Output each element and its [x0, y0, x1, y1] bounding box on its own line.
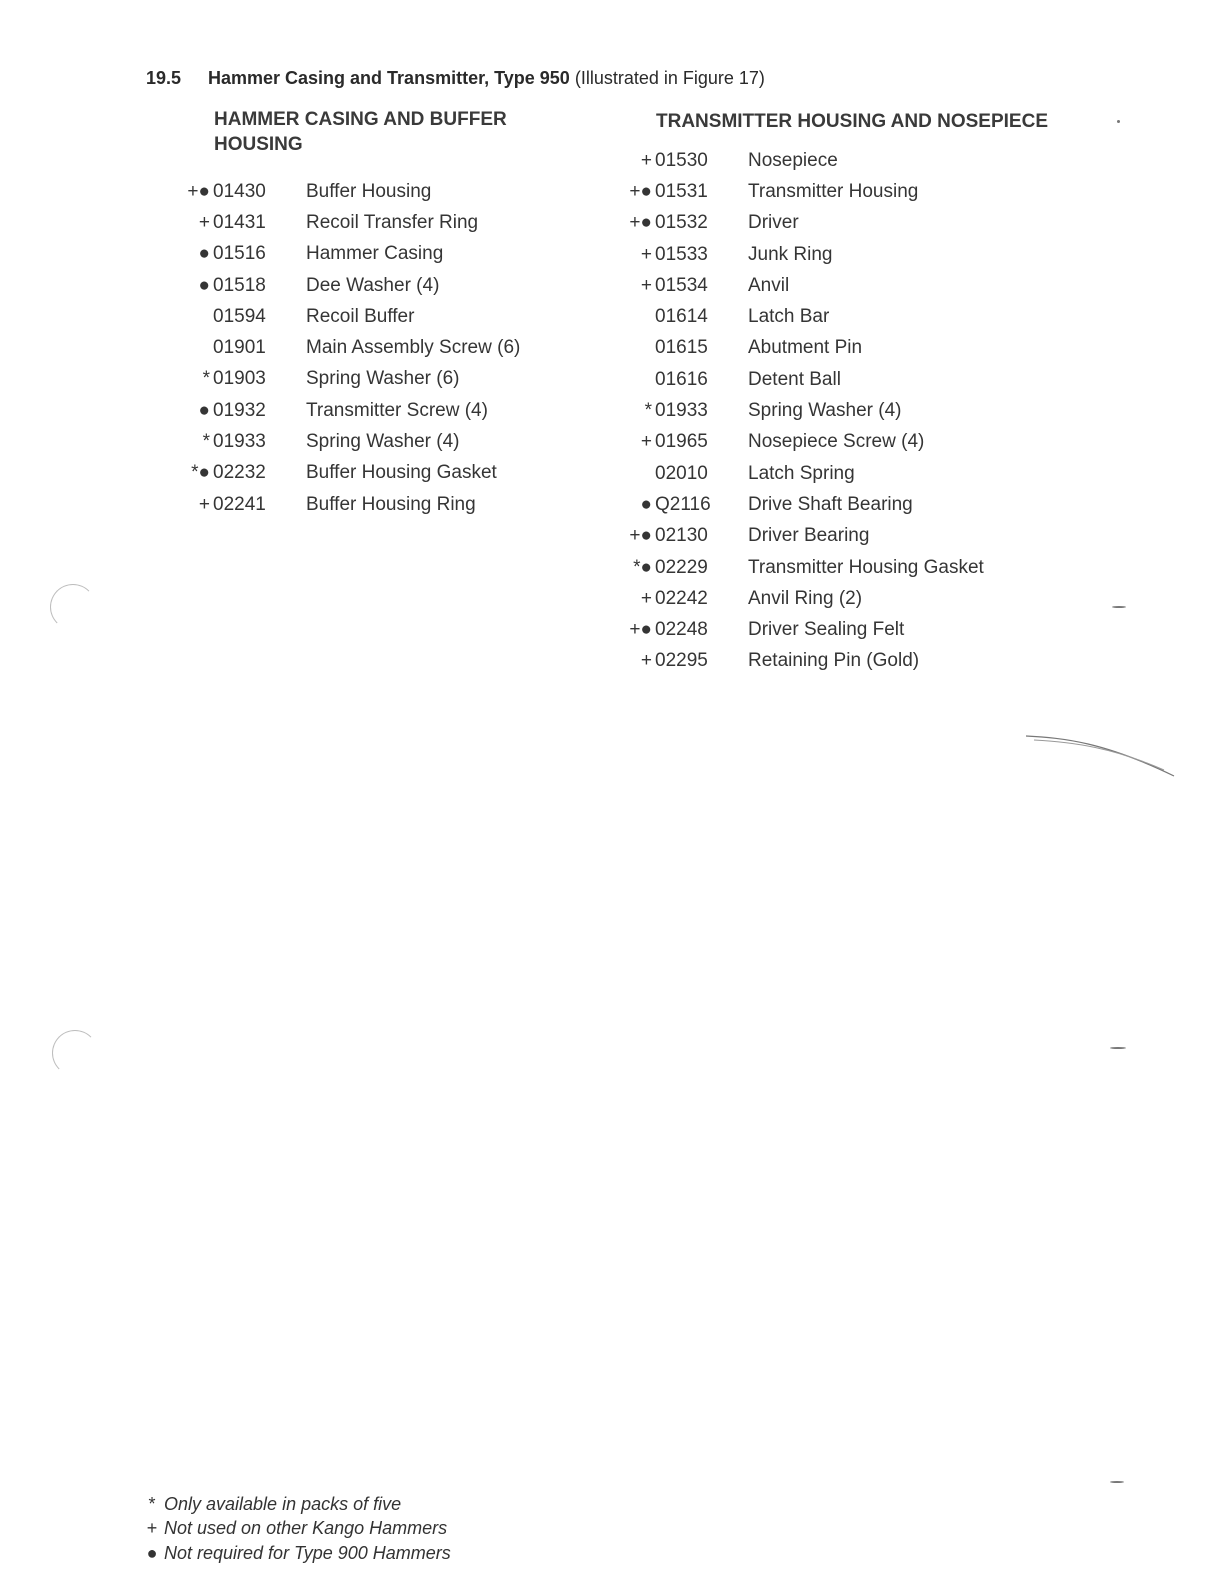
part-description: Driver Sealing Felt	[748, 619, 905, 641]
part-number: 01615	[655, 337, 708, 359]
part-description: Driver Bearing	[748, 525, 870, 547]
scan-speck	[1110, 1047, 1126, 1049]
part-number: 01534	[655, 274, 708, 296]
part-description: Dee Washer (4)	[306, 274, 440, 296]
section-number: 19.5	[146, 68, 182, 88]
part-mark: +●	[629, 525, 652, 547]
part-number: 01965	[655, 431, 708, 453]
part-mark: +	[640, 243, 652, 265]
part-description: Recoil Buffer	[306, 305, 415, 327]
legend-text: Not required for Type 900 Hammers	[164, 1542, 451, 1563]
legend-text: Only available in packs of five	[164, 1493, 402, 1514]
right-column-title: TRANSMITTER HOUSING AND NOSEPIECE	[656, 111, 1048, 132]
part-mark: +	[198, 493, 210, 515]
part-number: 01430	[213, 180, 266, 202]
part-mark: +	[640, 587, 652, 609]
part-description: Anvil	[748, 274, 790, 296]
part-row	[602, 270, 984, 301]
part-row	[602, 427, 984, 458]
punch-hole-top	[50, 584, 96, 630]
part-row	[602, 646, 984, 677]
part-mark: +	[640, 149, 652, 171]
part-mark: *	[202, 431, 210, 453]
part-number: 01594	[213, 305, 266, 327]
part-row	[160, 301, 520, 332]
part-row	[602, 489, 984, 520]
part-mark: +●	[629, 619, 652, 641]
part-row	[602, 239, 984, 270]
part-row	[602, 583, 984, 614]
legend-symbol: *	[148, 1493, 156, 1514]
part-row	[160, 176, 520, 207]
part-row	[160, 426, 520, 457]
part-row	[602, 458, 984, 489]
part-row	[160, 270, 520, 301]
part-mark: *●	[191, 462, 210, 484]
legend-symbol: ●	[146, 1542, 158, 1563]
part-number: Q2116	[655, 493, 711, 515]
legend-item	[140, 1541, 451, 1566]
part-number: 02248	[655, 619, 708, 641]
part-description: Transmitter Housing Gasket	[748, 556, 984, 578]
legend-text: Not used on other Kango Hammers	[164, 1518, 448, 1539]
part-description: Spring Washer (6)	[306, 368, 460, 390]
part-number: 02229	[655, 556, 708, 578]
left-parts-list	[160, 176, 520, 520]
part-row	[602, 614, 984, 645]
section-heading	[146, 68, 765, 89]
part-description: Transmitter Screw (4)	[306, 399, 488, 421]
part-description: Anvil Ring (2)	[748, 587, 863, 609]
part-row	[602, 301, 984, 332]
legend	[140, 1492, 451, 1566]
section-title: Hammer Casing and Transmitter, Type 950	[208, 68, 570, 88]
part-description: Buffer Housing Ring	[306, 493, 476, 515]
part-description: Driver	[748, 212, 799, 234]
part-number: 01933	[213, 431, 266, 453]
part-description: Hammer Casing	[306, 243, 444, 265]
part-number: 01614	[655, 306, 708, 328]
part-description: Junk Ring	[748, 243, 833, 265]
part-row	[602, 395, 984, 426]
legend-item	[140, 1517, 451, 1542]
part-row	[602, 176, 984, 207]
part-number: 01933	[655, 400, 708, 422]
punch-hole-bottom	[52, 1030, 98, 1076]
part-mark: +●	[187, 180, 210, 202]
part-number: 01431	[213, 211, 266, 233]
part-description: Detent Ball	[748, 368, 841, 390]
part-description: Buffer Housing	[306, 180, 432, 202]
part-number: 01533	[655, 243, 708, 265]
part-description: Latch Bar	[748, 306, 830, 328]
part-row	[160, 239, 520, 270]
part-number: 01518	[213, 274, 266, 296]
part-number: 02232	[213, 462, 266, 484]
part-description: Nosepiece Screw (4)	[748, 431, 925, 453]
part-number: 01932	[213, 399, 266, 421]
part-mark: ●	[198, 274, 210, 296]
part-number: 01530	[655, 149, 708, 171]
part-row	[160, 458, 520, 489]
part-description: Transmitter Housing	[748, 180, 919, 202]
part-mark: +	[640, 431, 652, 453]
part-row	[602, 552, 984, 583]
part-number: 01903	[213, 368, 266, 390]
part-number: 01616	[655, 368, 708, 390]
right-parts-list	[602, 145, 984, 677]
part-row	[602, 145, 984, 176]
part-description: Main Assembly Screw (6)	[306, 337, 521, 359]
part-description: Latch Spring	[748, 462, 855, 484]
part-description: Spring Washer (4)	[306, 431, 460, 453]
part-description: Retaining Pin (Gold)	[748, 650, 920, 672]
part-mark: +	[640, 274, 652, 296]
scan-speck	[1110, 1481, 1124, 1483]
part-mark: ●	[198, 399, 210, 421]
legend-symbol: +	[146, 1518, 158, 1539]
part-row	[602, 364, 984, 395]
part-row	[602, 521, 984, 552]
part-row	[160, 489, 520, 520]
section-figure-note: (Illustrated in Figure 17)	[574, 68, 765, 88]
part-mark: *●	[633, 556, 652, 578]
part-description: Nosepiece	[748, 149, 838, 171]
part-row	[160, 332, 520, 363]
part-description: Drive Shaft Bearing	[748, 493, 913, 515]
part-number: 02241	[213, 493, 266, 515]
part-number: 02130	[655, 525, 708, 547]
part-description: Spring Washer (4)	[748, 400, 902, 422]
part-row	[160, 207, 520, 238]
part-number: 02010	[655, 462, 708, 484]
part-number: 01901	[213, 337, 266, 359]
part-row	[160, 364, 520, 395]
part-mark: *	[202, 368, 210, 390]
part-mark: +●	[629, 212, 652, 234]
part-description: Recoil Transfer Ring	[306, 211, 479, 233]
part-number: 01516	[213, 243, 266, 265]
legend-item	[140, 1492, 451, 1517]
part-description: Abutment Pin	[748, 337, 863, 359]
part-mark: ●	[640, 493, 652, 515]
part-mark: ●	[198, 243, 210, 265]
pen-mark	[1024, 730, 1184, 790]
part-number: 01532	[655, 212, 708, 234]
part-row	[602, 333, 984, 364]
part-row	[160, 395, 520, 426]
part-mark: +	[198, 211, 210, 233]
part-number: 01531	[655, 180, 708, 202]
part-number: 02295	[655, 650, 708, 672]
left-column-title: HAMMER CASING AND BUFFER HOUSING	[214, 109, 507, 155]
scan-speck	[1112, 606, 1126, 608]
part-number: 02242	[655, 587, 708, 609]
part-mark: *	[644, 400, 652, 422]
part-mark: +●	[629, 180, 652, 202]
part-mark: +	[640, 650, 652, 672]
part-row	[602, 208, 984, 239]
part-description: Buffer Housing Gasket	[306, 462, 497, 484]
